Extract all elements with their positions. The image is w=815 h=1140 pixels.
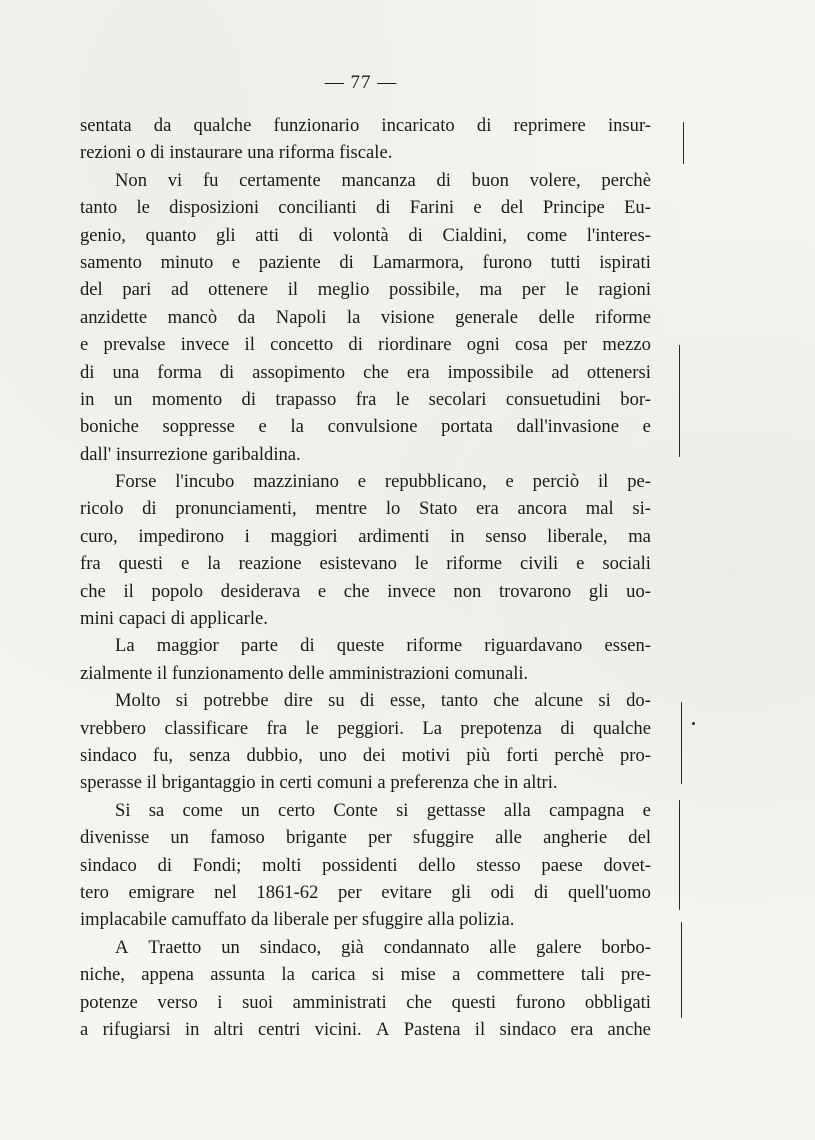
text-line: samento minuto e paziente di Lamarmora, furono tutti ispirati xyxy=(80,251,651,273)
text-line: curo, impedirono i maggiori ardimenti in senso liberale, ma xyxy=(80,525,651,547)
text-line: A Traetto un sindaco, già condannato alle galere borbo- xyxy=(115,936,651,958)
text-line: sindaco di Fondi; molti possidenti dello stesso paese dovet- xyxy=(80,854,651,876)
text-line: tero emigrare nel 1861-62 per evitare gli odi di quell'uomo xyxy=(80,881,651,903)
text-line: fra questi e la reazione esistevano le riforme civili e sociali xyxy=(80,553,651,575)
text-line: genio, quanto gli atti di volontà di Cialdini, come l'interes- xyxy=(80,224,651,246)
text-line: Forse l'incubo mazziniano e repubblicano, e perciò il pe- xyxy=(115,471,651,493)
text-line: che il popolo desiderava e che invece non trovarono gli uo- xyxy=(80,580,651,602)
text-line: sentata da qualche funzionario incaricato di reprimere insur- xyxy=(80,115,651,136)
margin-mark xyxy=(683,122,684,164)
margin-mark xyxy=(679,345,680,457)
text-line: a rifugiarsi in altri centri vicini. A Pastena il sindaco era anche xyxy=(80,1018,651,1040)
body-text xyxy=(80,112,651,1043)
text-line: mini capaci di applicarle. xyxy=(80,608,268,630)
page-number: — 77 — xyxy=(324,72,398,93)
text-line: del pari ad ottenere il meglio possibile, ma per le ragioni xyxy=(80,279,651,301)
text-line: divenisse un famoso brigante per sfuggire alle angherie del xyxy=(80,827,651,849)
text-line: rezioni o di instaurare una riforma fiscale. xyxy=(80,142,393,164)
text-line: tanto le disposizioni concilianti di Farini e del Principe Eu- xyxy=(80,197,651,219)
text-line: implacabile camuffato da liberale per sfuggire alla polizia. xyxy=(80,909,515,931)
text-line: La maggior parte di queste riforme riguardavano essen- xyxy=(115,635,651,657)
text-line: Non vi fu certamente mancanza di buon volere, perchè xyxy=(115,169,651,191)
text-line: Molto si potrebbe dire su di esse, tanto che alcune si do- xyxy=(115,690,651,712)
text-line: di una forma di assopimento che era impossibile ad ottenersi xyxy=(80,361,651,383)
margin-mark xyxy=(679,800,680,910)
text-line: Si sa come un certo Conte si gettasse alla campagna e xyxy=(115,799,651,821)
text-line: vrebbero classificare fra le peggiori. La prepotenza di qualche xyxy=(80,717,651,739)
text-line: anzidette mancò da Napoli la visione generale delle riforme xyxy=(80,306,651,328)
text-line: niche, appena assunta la carica si mise a commettere tali pre- xyxy=(80,964,651,986)
text-line: zialmente il funzionamento delle amministrazioni comunali. xyxy=(80,662,529,684)
text-line: in un momento di trapasso fra le secolari consuetudini bor- xyxy=(80,388,651,410)
margin-mark xyxy=(681,702,682,784)
text-line: dall' insurrezione garibaldina. xyxy=(80,443,301,465)
text-line: ricolo di pronunciamenti, mentre lo Stato era ancora mal si- xyxy=(80,498,651,520)
text-line: e prevalse invece il concetto di riordinare ogni cosa per mezzo xyxy=(80,334,651,356)
text-line: sindaco fu, senza dubbio, uno dei motivi più forti perchè pro- xyxy=(80,744,651,766)
text-line: sperasse il brigantaggio in certi comuni a preferenza che in altri. xyxy=(80,772,558,794)
margin-mark xyxy=(681,922,682,1018)
text-line: potenze verso i suoi amministrati che questi furono obbligati xyxy=(80,991,651,1013)
margin-dot xyxy=(692,722,695,725)
text-line: boniche soppresse e la convulsione portata dall'invasione e xyxy=(80,416,651,438)
